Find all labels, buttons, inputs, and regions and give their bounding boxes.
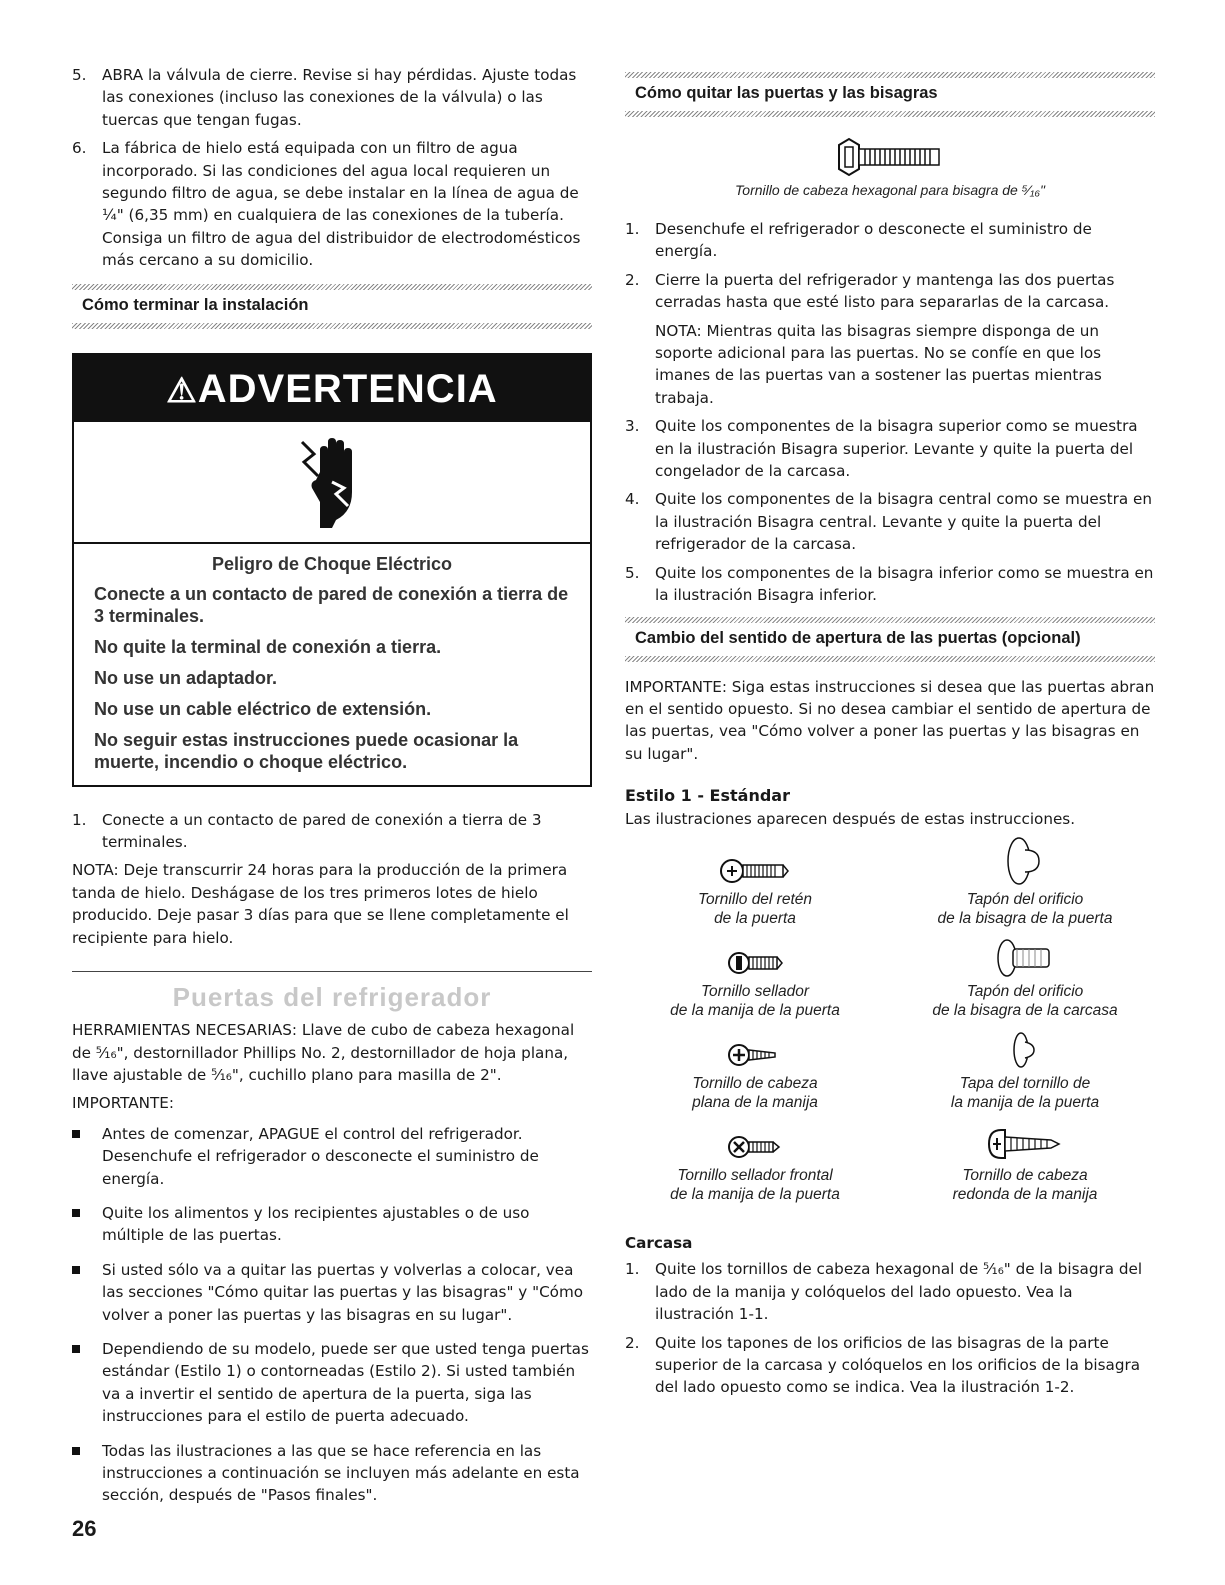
list-item: 5. ABRA la válvula de cierre. Revise si hay pérdidas. Ajuste todas las conexiones (incluso las conexiones de la válvula) o las tuercas que tengan fugas. xyxy=(72,66,577,129)
part-item: Tapón del orificio de la bisagra de la carcasa xyxy=(895,938,1155,1030)
warning-body xyxy=(74,544,590,785)
hex-bolt-icon xyxy=(625,137,1155,177)
part-item: Tornillo de cabeza redonda de la manija xyxy=(895,1122,1155,1214)
important-paragraph: IMPORTANTE: Siga estas instrucciones si desea que las puertas abran en el sentido opuesto. Si no desea cambiar el sentido de apertura de las puertas, vea "Cómo volver a poner las puertas y las bisagras en su lugar". xyxy=(625,677,1155,763)
cabinet-steps xyxy=(625,1258,1155,1398)
parts-grid xyxy=(625,846,1155,1214)
list-item: 2. Cierre la puerta del refrigerador y mantenga las dos puertas cerradas hasta que esté listo para separarlas de la carcasa. NOTA: Mientras quita las bisagras siempre disponga de un soporte adicional para las puertas. No se confíe en que los imanes de las puertas van a sostener las puertas mientras trabaja. xyxy=(625,269,1155,409)
part-item: Tornillo sellador frontal de la manija de la puerta xyxy=(625,1122,885,1214)
note-paragraph: NOTA: Mientras quita las bisagras siempre disponga de un soporte adicional para las puertas. No se confíe en que los imanes de las puertas van a sostener las puertas mientras trabaja. xyxy=(655,321,1102,407)
warning-line: Conecte a un contacto de pared de conexión a tierra de 3 terminales. xyxy=(94,583,569,626)
note-paragraph: NOTA: Deje transcurrir 24 horas para la producción de la primera tanda de hielo. Deshágase de los tres primeros lotes de hielo producido. Deje pasar 3 días para que se llene completamente el recipiente para hielo. xyxy=(72,861,569,947)
round-head-screw-icon xyxy=(985,1122,1065,1162)
style-title: Estilo 1 - Estándar xyxy=(625,786,790,806)
section-title-finish-install: Cómo terminar la instalación xyxy=(82,295,309,314)
bullet-icon xyxy=(72,1345,80,1353)
warning-line: No quite la terminal de conexión a tierra. xyxy=(94,636,442,657)
steps-top xyxy=(72,64,592,272)
list-item: 1. Desenchufe el refrigerador o desconecte el suministro de energía. xyxy=(625,220,1092,261)
bolt-caption: Tornillo de cabeza hexagonal para bisagra de ⁵⁄₁₆" xyxy=(735,182,1045,198)
bullet-icon xyxy=(72,1266,80,1274)
bullet-icon xyxy=(72,1447,80,1455)
list-item: 3. Quite los componentes de la bisagra superior como se muestra en la ilustración Bisagra superior. Levante y quite la puerta del congelador de la carcasa. xyxy=(625,417,1138,481)
list-item: 1. Quite los tornillos de cabeza hexagonal de ⁵⁄₁₆" de la bisagra del lado de la manija y colóquelos del lado opuesto. Vea la ilustración 1-1. xyxy=(625,1260,1143,1324)
list-item: Antes de comenzar, APAGUE el control del refrigerador. Desenchufe el refrigerador o desconecte el suministro de energía. xyxy=(72,1123,592,1190)
page-number: 26 xyxy=(72,1516,97,1541)
flat-head-screw-icon xyxy=(727,1030,783,1070)
section-divider xyxy=(625,656,1155,662)
door-stop-screw-icon xyxy=(720,846,790,886)
bullet-icon xyxy=(72,1209,80,1217)
list-item: 1. Conecte a un contacto de pared de conexión a tierra de 3 terminales. xyxy=(72,810,542,852)
handle-sealing-screw-icon xyxy=(727,938,783,978)
list-item: Dependiendo de su modelo, puede ser que usted tenga puertas estándar (Estilo 1) o contorneadas (Estilo 2). Si usted también va a invertir el sentido de apertura de la puerta, siga las instrucciones para el estilo de puerta adecuado. xyxy=(72,1338,592,1428)
handle-screw-cap-icon xyxy=(1010,1030,1040,1070)
part-item: Tornillo del retén de la puerta xyxy=(625,846,885,938)
list-item: Todas las ilustraciones a las que se hace referencia en las instrucciones a continuación se incluyen más adelante en esta sección, después de "Pasos finales". xyxy=(72,1440,592,1507)
section-title-reverse-doors: Cambio del sentido de apertura de las puertas (opcional) xyxy=(635,628,1081,647)
remove-steps xyxy=(625,218,1155,607)
door-hinge-hole-plug-icon xyxy=(1005,846,1045,886)
doors-title: Puertas del refrigerador xyxy=(172,982,492,1013)
part-item: Tapón del orificio de la bisagra de la puerta xyxy=(895,846,1155,938)
electric-shock-icon xyxy=(74,422,590,544)
bullet-icon xyxy=(72,1130,80,1138)
list-item: 2. Quite los tapones de los orificios de las bisagras de la parte superior de la carcasa y colóquelos en los orificios de la bisagra del lado opuesto como se indica. Vea la ilustración 1-2. xyxy=(625,1333,1141,1397)
list-item: 6. La fábrica de hielo está equipada con un filtro de agua incorporado. Si las condiciones del agua local requieren un segundo filtro de agua, se debe instalar en la línea de agua de ¼" (6,35 mm) en cualquiera de las conexiones de la tubería. Consiga un filtro de agua del distribuidor de electrodomésticos más cercano a su domicilio. xyxy=(72,139,581,270)
warning-box xyxy=(72,353,592,787)
list-item: 5. Quite los componentes de la bisagra inferior como se muestra en la ilustración Bisagra inferior. xyxy=(625,563,1154,605)
list-item: 4. Quite los componentes de la bisagra central como se muestra en la ilustración Bisagra central. Levante y quite la puerta del refrigerador de la carcasa. xyxy=(625,490,1152,554)
warning-triangle-icon: ⚠ xyxy=(166,371,198,410)
warning-line: No use un adaptador. xyxy=(94,667,278,688)
part-item: Tapa del tornillo de la manija de la puerta xyxy=(895,1030,1155,1122)
steps-connect xyxy=(72,809,592,854)
section-divider xyxy=(625,111,1155,117)
front-sealing-screw-icon xyxy=(727,1122,783,1162)
list-item: Quite los alimentos y los recipientes ajustables o de uso múltiple de las puertas. xyxy=(72,1202,592,1247)
part-item: Tornillo sellador de la manija de la puerta xyxy=(625,938,885,1030)
warning-subtitle: Peligro de Choque Eléctrico xyxy=(211,553,453,574)
cabinet-title: Carcasa xyxy=(625,1233,693,1252)
important-label: IMPORTANTE: xyxy=(72,1094,174,1113)
section-divider xyxy=(72,323,592,329)
warning-line: No seguir estas instrucciones puede ocasionar la muerte, incendio o choque eléctrico. xyxy=(94,729,519,772)
right-column xyxy=(625,72,1155,1405)
left-column xyxy=(72,64,592,1519)
style-text: Las ilustraciones aparecen después de estas instrucciones. xyxy=(625,809,1076,828)
important-bullets xyxy=(72,1123,592,1507)
section-title-remove-doors: Cómo quitar las puertas y las bisagras xyxy=(635,84,938,102)
warning-line: No use un cable eléctrico de extensión. xyxy=(94,698,432,719)
tools-paragraph: HERRAMIENTAS NECESARIAS: Llave de cubo de cabeza hexagonal de ⁵⁄₁₆", destornillador Phillips No. 2, destornillador de hoja plana, llave ajustable de ⁵⁄₁₆", cuchillo plano para masilla de 2". xyxy=(72,1021,575,1084)
warning-title: ⚠ADVERTENCIA xyxy=(74,355,590,422)
cabinet-hinge-hole-plug-icon xyxy=(995,938,1055,978)
list-item: Si usted sólo va a quitar las puertas y volverlas a colocar, vea las secciones "Cómo quitar las puertas y las bisagras" y "Cómo volver a poner las puertas y las bisagras en su lugar". xyxy=(72,1259,592,1326)
part-item: Tornillo de cabeza plana de la manija xyxy=(625,1030,885,1122)
